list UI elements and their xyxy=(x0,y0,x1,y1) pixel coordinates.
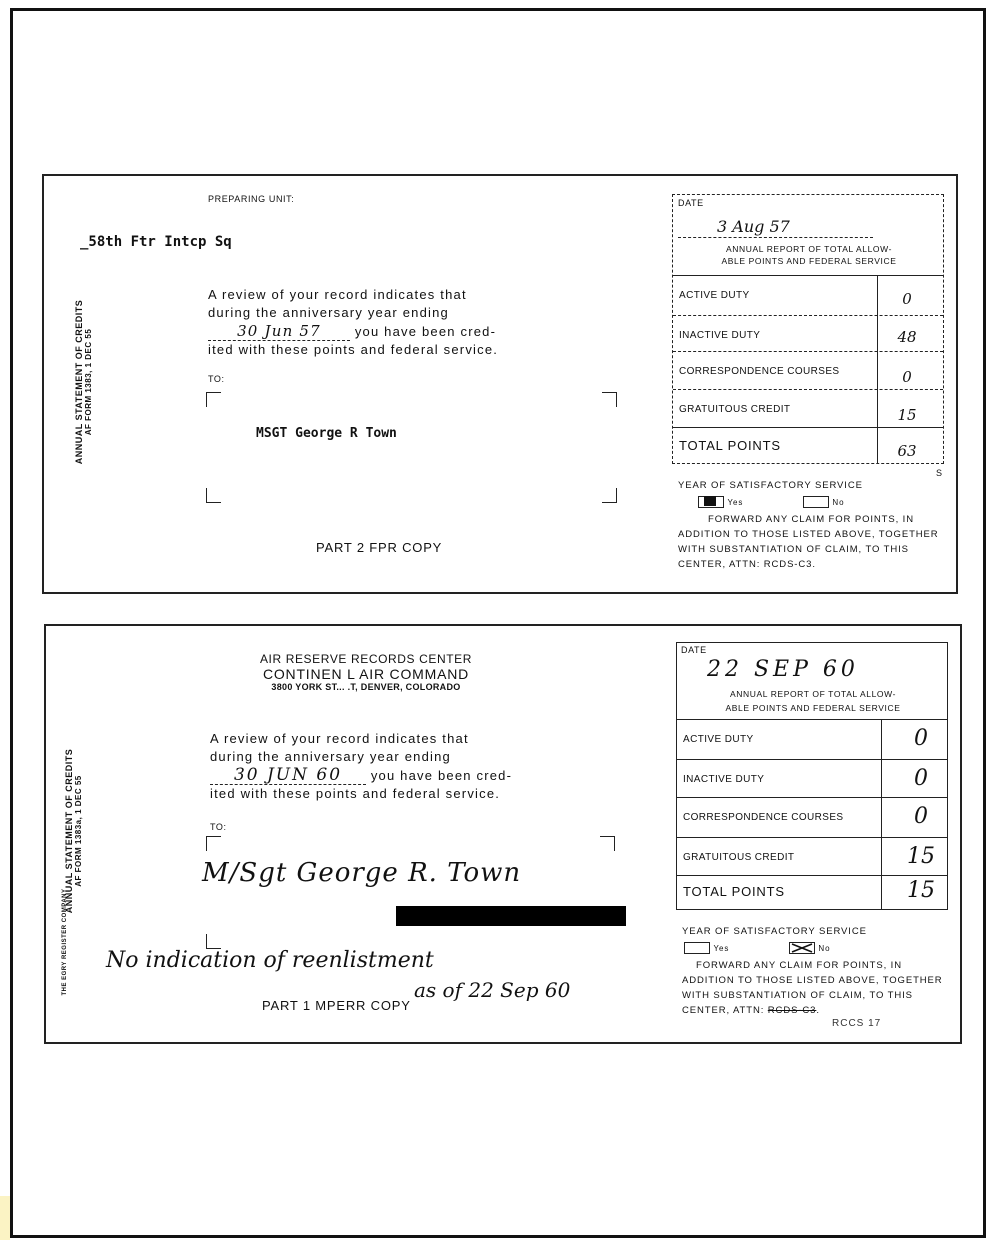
yes-checkbox[interactable] xyxy=(684,942,710,954)
row-label: ACTIVE DUTY xyxy=(683,734,754,745)
points-row-correspondence xyxy=(677,797,947,829)
points-row-active-duty xyxy=(677,719,947,751)
points-row-total xyxy=(677,875,947,903)
review-line-1: A review of your record indicates that xyxy=(210,731,469,746)
address-corner xyxy=(206,392,221,407)
row-label: TOTAL POINTS xyxy=(679,438,781,453)
row-value: 0 xyxy=(902,368,912,386)
page-edge-tab xyxy=(0,1196,10,1240)
date-underline xyxy=(678,237,873,238)
handwritten-note-line-2: as of 22 Sep 60 xyxy=(414,978,571,1002)
forward-line-1: FORWARD ANY CLAIM FOR POINTS, IN xyxy=(696,960,902,971)
review-line-1: A review of your record indicates that xyxy=(208,287,467,302)
header-line-3: 3800 YORK ST... .T, DENVER, COLORADO xyxy=(271,682,461,692)
row-label: ACTIVE DUTY xyxy=(679,290,750,301)
address-corner xyxy=(206,934,221,949)
points-row-inactive-duty xyxy=(677,759,947,791)
points-report-box xyxy=(676,642,948,910)
anniversary-date: 30 Jun 57 xyxy=(208,322,350,341)
points-row-correspondence xyxy=(673,351,943,386)
row-value: 15 xyxy=(907,844,935,869)
row-value: 0 xyxy=(914,804,928,829)
satisfactory-label: YEAR OF SATISFACTORY SERVICE xyxy=(678,480,863,491)
row-value: 48 xyxy=(897,328,917,346)
review-paragraph xyxy=(210,730,520,803)
header-line-1: AIR RESERVE RECORDS CENTER xyxy=(259,652,473,666)
row-value: 15 xyxy=(907,878,935,903)
side-form-number: AF FORM 1383a, 1 DEC 55 xyxy=(74,775,83,887)
report-title-line-2: ABLE POINTS AND FEDERAL SERVICE xyxy=(725,703,901,713)
address-corner xyxy=(602,392,617,407)
row-label: CORRESPONDENCE COURSES xyxy=(683,812,844,823)
points-report-box xyxy=(672,194,944,464)
forward-line-3: WITH SUBSTANTIATION OF CLAIM, TO THIS xyxy=(678,544,909,555)
part-label: PART 1 MPERR COPY xyxy=(262,998,411,1013)
forward-line-2: ADDITION TO THOSE LISTED ABOVE, TOGETHER xyxy=(682,975,943,986)
records-center-header xyxy=(226,652,506,692)
row-value: 0 xyxy=(914,766,928,791)
checkmark-icon xyxy=(704,496,716,506)
points-row-gratuitous xyxy=(677,837,947,869)
review-line-3: you have been cred- xyxy=(370,768,513,783)
review-line-4: ited with these points and federal service. xyxy=(210,786,501,801)
address-corner xyxy=(206,836,221,851)
part-label: PART 2 FPR COPY xyxy=(316,540,443,555)
points-row-active-duty xyxy=(673,275,943,308)
forward-line-3: WITH SUBSTANTIATION OF CLAIM, TO THIS xyxy=(682,990,913,1001)
footer-code: RCCS 17 xyxy=(832,1018,882,1029)
forward-line-1: FORWARD ANY CLAIM FOR POINTS, IN xyxy=(708,514,914,525)
review-line-2: during the anniversary year ending xyxy=(210,749,451,764)
to-label: TO: xyxy=(208,374,225,384)
yes-checkbox[interactable] xyxy=(698,496,724,508)
preparing-unit-value: _58th Ftr Intcp Sq xyxy=(80,234,232,250)
points-row-inactive-duty xyxy=(673,315,943,346)
struck-attn-code: RCDS-C3 xyxy=(767,1005,817,1016)
printer-credit: THE EGRY REGISTER COMPANY xyxy=(62,888,68,996)
side-title xyxy=(74,292,93,472)
review-paragraph xyxy=(208,286,518,359)
preparing-unit-label: PREPARING UNIT: xyxy=(208,194,295,204)
redaction-bar xyxy=(396,906,626,926)
recipient-signature: M/Sgt George R. Town xyxy=(202,858,522,888)
report-date: 22 SEP 60 xyxy=(707,657,859,682)
satisfactory-label: YEAR OF SATISFACTORY SERVICE xyxy=(682,926,867,937)
satisfactory-service xyxy=(678,478,950,572)
report-date: 3 Aug 57 xyxy=(717,217,790,236)
statement-card-mperr-copy xyxy=(44,624,962,1044)
row-label: INACTIVE DUTY xyxy=(683,774,765,785)
points-row-total xyxy=(673,427,943,460)
s-mark: S xyxy=(936,468,943,478)
row-label: TOTAL POINTS xyxy=(683,884,785,899)
date-label: DATE xyxy=(678,198,704,208)
statement-card-fpr-copy xyxy=(42,174,958,594)
side-form-number: AF FORM 1383, 1 DEC 55 xyxy=(84,328,93,436)
forward-line-2: ADDITION TO THOSE LISTED ABOVE, TOGETHER xyxy=(678,529,939,540)
address-corner xyxy=(600,836,615,851)
recipient-name: MSGT George R Town xyxy=(256,426,397,441)
forward-line-4: CENTER, ATTN: RCDS-C3. xyxy=(678,559,816,570)
yes-label: Yes xyxy=(727,498,744,507)
review-line-3: you have been cred- xyxy=(354,324,497,339)
address-corner xyxy=(602,488,617,503)
row-value: 15 xyxy=(897,406,917,424)
row-label: INACTIVE DUTY xyxy=(679,330,761,341)
row-value: 0 xyxy=(902,290,912,308)
report-title xyxy=(673,243,945,267)
yes-label: Yes xyxy=(713,944,730,953)
row-label: GRATUITOUS CREDIT xyxy=(679,404,791,415)
handwritten-note-line-1: No indication of reenlistment xyxy=(106,948,434,973)
row-value: 63 xyxy=(897,442,917,460)
date-label: DATE xyxy=(681,645,707,655)
row-label: CORRESPONDENCE COURSES xyxy=(679,366,840,377)
no-checkbox[interactable] xyxy=(803,496,829,508)
forward-line-4: CENTER, ATTN: xyxy=(682,1005,765,1016)
address-corner xyxy=(206,488,221,503)
report-title-line-1: ANNUAL REPORT OF TOTAL ALLOW- xyxy=(725,244,893,254)
x-mark-icon xyxy=(790,943,814,953)
satisfactory-service: YEAR OF SATISFACTORY SERVICE Yes No FORWARD ANY CLAIM FOR POINTS, IN ADDITION TO THOSE LISTED ABOVE, TOGETHER WITH SUBSTANTIATION OF CLAIM, TO THIS CENTER, ATTN: RCDS-C3. xyxy=(682,924,954,1018)
row-value: 0 xyxy=(914,726,928,751)
no-checkbox[interactable] xyxy=(789,942,815,954)
report-title xyxy=(677,687,949,715)
no-label: No xyxy=(818,944,831,953)
review-line-4: ited with these points and federal service. xyxy=(208,342,499,357)
anniversary-date: 30 JUN 60 xyxy=(210,766,366,785)
report-title-line-1: ANNUAL REPORT OF TOTAL ALLOW- xyxy=(729,689,897,699)
review-line-2: during the anniversary year ending xyxy=(208,305,449,320)
report-title-line-2: ABLE POINTS AND FEDERAL SERVICE xyxy=(721,256,897,266)
to-label: TO: xyxy=(210,822,227,832)
side-title-text: ANNUAL STATEMENT OF CREDITS xyxy=(74,299,84,465)
row-label: GRATUITOUS CREDIT xyxy=(683,852,795,863)
no-label: No xyxy=(832,498,845,507)
side-title-text: ANNUAL STATEMENT OF CREDITS xyxy=(64,748,74,914)
points-row-gratuitous xyxy=(673,389,943,424)
header-line-2: CONTINEN L AIR COMMAND xyxy=(262,666,470,682)
